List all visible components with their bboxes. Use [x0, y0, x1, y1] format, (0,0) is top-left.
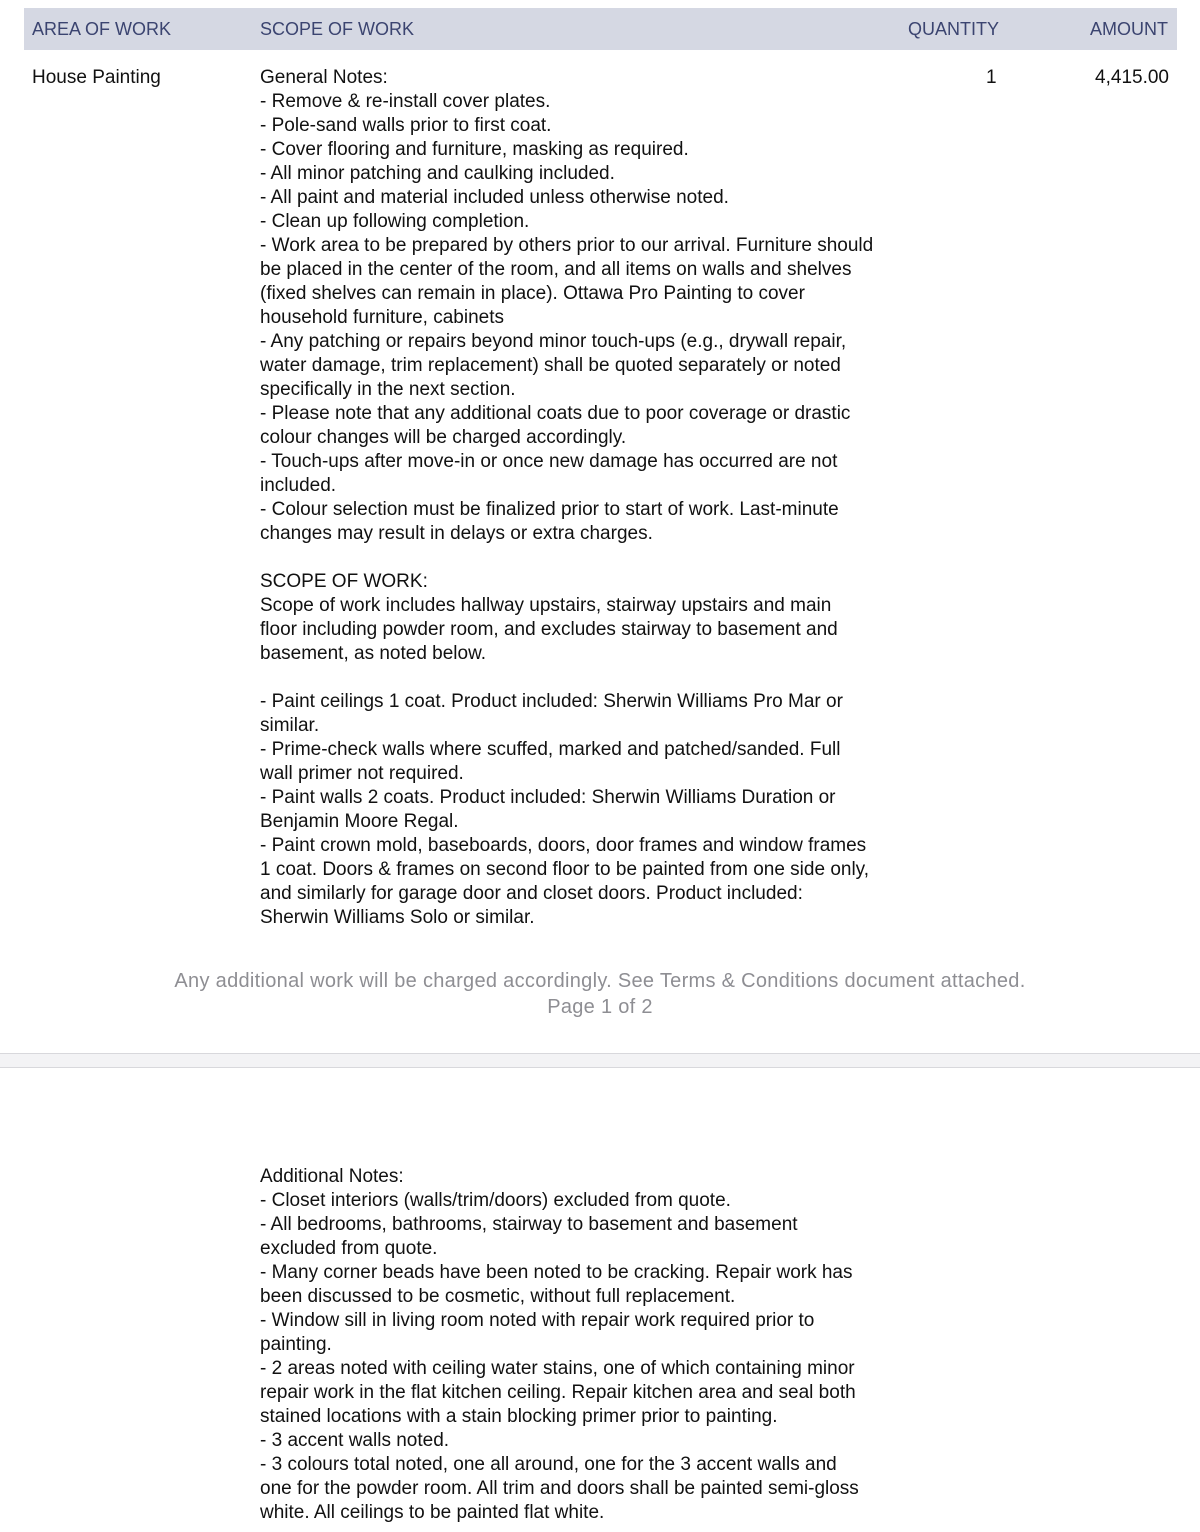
- text-line: - Prime-check walls where scuffed, marked and patched/sanded. Full: [260, 739, 841, 760]
- text-line: water damage, trim replacement) shall be quoted separately or noted: [260, 355, 841, 376]
- text-line: - Paint ceilings 1 coat. Product included: Sherwin Williams Pro Mar or: [260, 691, 843, 712]
- text-line: floor including powder room, and excludes stairway to basement and: [260, 619, 838, 640]
- row-amount: 4,415.00: [1095, 67, 1169, 88]
- table-header: [24, 8, 1177, 50]
- text-line: been discussed to be cosmetic, without full replacement.: [260, 1286, 736, 1307]
- text-line: - All minor patching and caulking included.: [260, 163, 615, 184]
- page-break: [0, 1053, 1200, 1068]
- text-line: changes may result in delays or extra charges.: [260, 523, 653, 544]
- text-line: - Pole-sand walls prior to first coat.: [260, 115, 552, 136]
- text-line: excluded from quote.: [260, 1238, 438, 1259]
- header-area-of-work: AREA OF WORK: [32, 19, 172, 39]
- text-line: - Colour selection must be finalized prior to start of work. Last-minute: [260, 499, 839, 520]
- text-line: - All paint and material included unless otherwise noted.: [260, 187, 729, 208]
- text-line: - Touch-ups after move-in or once new damage has occurred are not: [260, 451, 838, 472]
- text-line: - Closet interiors (walls/trim/doors) excluded from quote.: [260, 1190, 731, 1211]
- text-line: - All bedrooms, bathrooms, stairway to basement and basement: [260, 1214, 798, 1235]
- text-line: Scope of work includes hallway upstairs, stairway upstairs and main: [260, 595, 832, 616]
- header-scope-of-work: SCOPE OF WORK: [260, 19, 415, 39]
- blank-line: [260, 666, 900, 690]
- text-line: - Cover flooring and furniture, masking as required.: [260, 139, 689, 160]
- text-line: specifically in the next section.: [260, 379, 516, 400]
- text-line: (fixed shelves can remain in place). Ottawa Pro Painting to cover: [260, 283, 805, 304]
- page-number: Page 1 of 2: [547, 996, 653, 1018]
- text-line: - 3 colours total noted, one all around, one for the 3 accent walls and: [260, 1454, 837, 1475]
- text-line: 1 coat. Doors & frames on second floor to be painted from one side only,: [260, 859, 870, 880]
- text-line: - Paint walls 2 coats. Product included: Sherwin Williams Duration or: [260, 787, 836, 808]
- text-line: stained locations with a stain blocking primer prior to painting.: [260, 1406, 778, 1427]
- text-line: and similarly for garage door and closet doors. Product included:: [260, 883, 803, 904]
- text-line: be placed in the center of the room, and all items on walls and shelves: [260, 259, 852, 280]
- header-quantity: QUANTITY: [908, 19, 1000, 39]
- text-line: - 2 areas noted with ceiling water stains, one of which containing minor: [260, 1358, 855, 1379]
- blank-line: [260, 546, 900, 570]
- header-amount: AMOUNT: [1090, 19, 1168, 39]
- text-line: - Clean up following completion.: [260, 211, 530, 232]
- text-line: similar.: [260, 715, 320, 736]
- text-line: General Notes:: [260, 67, 388, 88]
- text-line: repair work in the flat kitchen ceiling. Repair kitchen area and seal both: [260, 1382, 856, 1403]
- text-line: - Remove & re-install cover plates.: [260, 91, 551, 112]
- text-line: - Please note that any additional coats due to poor coverage or drastic: [260, 403, 851, 424]
- text-line: wall primer not required.: [260, 763, 464, 784]
- additional-notes-text: [260, 1165, 900, 1525]
- text-line: basement, as noted below.: [260, 643, 487, 664]
- text-line: one for the powder room. All trim and doors shall be painted semi-gloss: [260, 1478, 859, 1499]
- text-line: - 3 accent walls noted.: [260, 1430, 450, 1451]
- footer-note: Any additional work will be charged accordingly. See Terms & Conditions document attached.: [174, 970, 1026, 992]
- text-line: - Any patching or repairs beyond minor touch-ups (e.g., drywall repair,: [260, 331, 847, 352]
- text-line: - Many corner beads have been noted to be cracking. Repair work has: [260, 1262, 853, 1283]
- text-line: - Work area to be prepared by others prior to our arrival. Furniture should: [260, 235, 874, 256]
- text-line: included.: [260, 475, 337, 496]
- row-quantity: 1: [986, 67, 997, 88]
- row-area-of-work: House Painting: [32, 67, 161, 88]
- text-line: - Window sill in living room noted with repair work required prior to: [260, 1310, 815, 1331]
- text-line: - Paint crown mold, baseboards, doors, door frames and window frames: [260, 835, 867, 856]
- text-line: household furniture, cabinets: [260, 307, 504, 328]
- text-line: Benjamin Moore Regal.: [260, 811, 459, 832]
- scope-of-work-text: [260, 66, 900, 930]
- text-line: Additional Notes:: [260, 1166, 404, 1187]
- text-line: white. All ceilings to be painted flat white.: [260, 1502, 605, 1523]
- text-line: colour changes will be charged accordingly.: [260, 427, 627, 448]
- text-line: painting.: [260, 1334, 332, 1355]
- text-line: SCOPE OF WORK:: [260, 571, 428, 592]
- text-line: Sherwin Williams Solo or similar.: [260, 907, 535, 928]
